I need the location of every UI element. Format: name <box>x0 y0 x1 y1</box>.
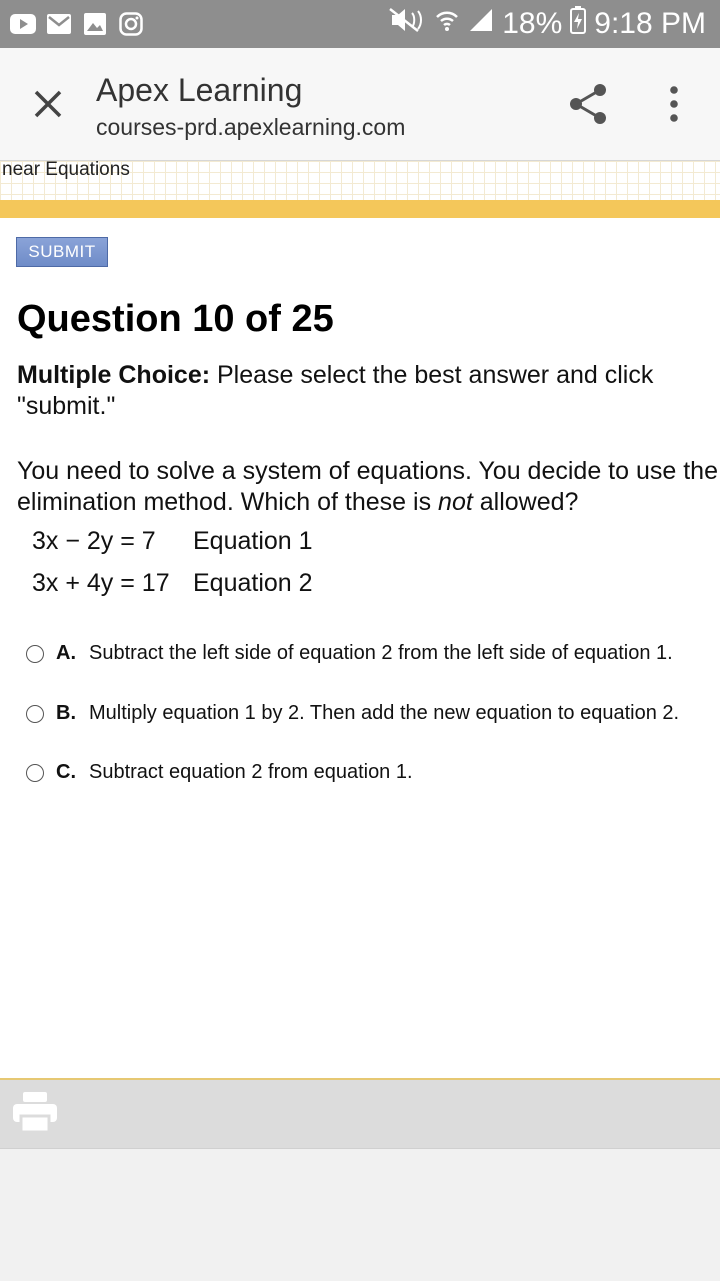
answer-option-b[interactable] <box>26 702 679 725</box>
radio-button[interactable] <box>26 705 44 723</box>
gallery-icon <box>82 11 108 37</box>
footer-toolbar <box>0 1078 720 1150</box>
question-text-emphasis: not <box>438 488 473 516</box>
signal-icon <box>468 7 494 41</box>
answer-option-c[interactable] <box>26 761 413 784</box>
overflow-menu-button[interactable] <box>660 84 688 124</box>
option-text: Subtract the left side of equation 2 from the left side of equation 1. <box>89 642 673 664</box>
page-title: Apex Learning <box>96 72 303 108</box>
radio-button[interactable] <box>26 645 44 663</box>
equation-label: Equation 1 <box>193 527 313 555</box>
close-button[interactable] <box>28 84 68 124</box>
option-letter: C. <box>56 761 76 783</box>
print-icon <box>12 1090 58 1134</box>
question-text-start: You need to solve a system of equations. You decide to use the elimination method. Which of these is <box>17 457 718 516</box>
equation-row <box>32 569 313 598</box>
question-title: Question 10 of 25 <box>17 298 334 340</box>
share-button[interactable] <box>566 82 610 126</box>
print-button[interactable] <box>12 1090 58 1134</box>
option-text: Subtract equation 2 from equation 1. <box>89 761 413 783</box>
accent-bar <box>0 200 720 218</box>
status-bar <box>0 0 720 48</box>
radio-button[interactable] <box>26 764 44 782</box>
battery-charging-icon <box>570 6 586 42</box>
wifi-icon <box>434 7 460 41</box>
share-icon <box>566 82 610 126</box>
browser-toolbar <box>0 48 720 161</box>
answer-option-a[interactable] <box>26 642 673 665</box>
page-url: courses-prd.apexlearning.com <box>96 114 406 140</box>
more-vert-icon <box>660 84 688 124</box>
equation-expression: 3x + 4y = 17 <box>32 569 170 597</box>
breadcrumb: near Equations <box>2 159 130 180</box>
instagram-icon <box>118 11 144 37</box>
page-background <box>0 1148 720 1281</box>
option-letter: B. <box>56 702 76 724</box>
battery-percent: 18% <box>502 7 563 40</box>
question-text <box>17 456 720 518</box>
option-text: Multiply equation 1 by 2. Then add the new equation to equation 2. <box>89 702 680 724</box>
gmail-icon <box>46 11 72 37</box>
instruction-label: Multiple Choice: <box>17 361 211 389</box>
lesson-header <box>0 161 720 200</box>
mute-icon <box>388 7 426 41</box>
equation-row <box>32 527 313 556</box>
instruction-text: Please select the best answer and click "submit." <box>17 361 654 420</box>
close-icon <box>28 84 68 124</box>
option-letter: A. <box>56 642 76 664</box>
youtube-icon <box>10 11 36 37</box>
equation-label: Equation 2 <box>193 569 313 597</box>
equation-expression: 3x − 2y = 7 <box>32 527 156 555</box>
submit-button[interactable]: SUBMIT <box>16 237 108 267</box>
instructions <box>17 360 707 422</box>
question-panel <box>0 218 720 1078</box>
question-text-end: allowed? <box>472 488 579 516</box>
clock: 9:18 PM <box>594 7 706 40</box>
